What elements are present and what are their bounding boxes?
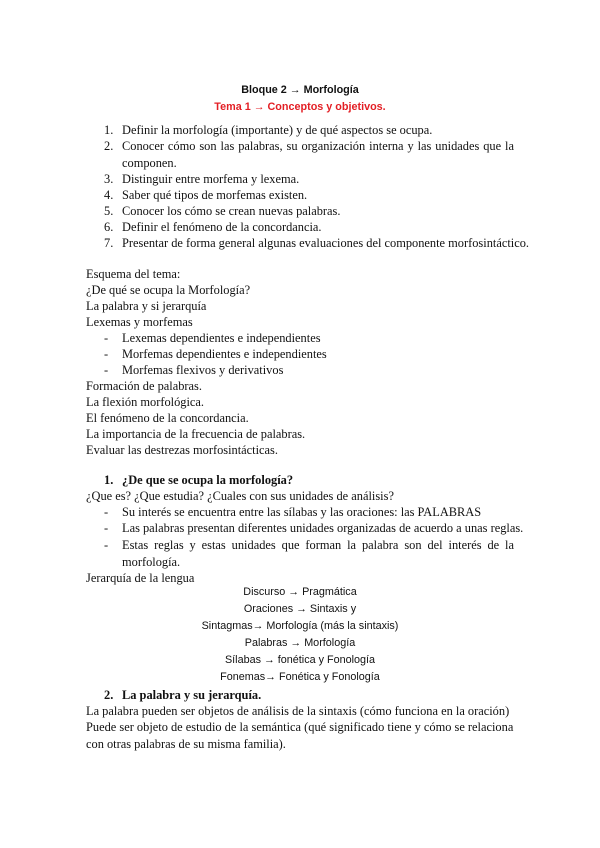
hierarchy-line: Discurso → Pragmática bbox=[243, 586, 357, 598]
list-number: 4. bbox=[104, 188, 114, 202]
block-title: Bloque 2 → Morfología bbox=[241, 84, 359, 96]
list-number: 3. bbox=[104, 172, 114, 186]
topic-title: Tema 1 → Conceptos y objetivos. bbox=[214, 101, 386, 113]
bullet-dash: - bbox=[104, 363, 109, 377]
section-bullet: Estas reglas y estas unidades que forman la palabra son del interés de la morfología. bbox=[122, 538, 514, 569]
bullet-dash: - bbox=[104, 331, 109, 345]
paragraph-line: La palabra pueden ser objetos de análisis de la sintaxis (cómo funciona en la oración) bbox=[86, 704, 510, 718]
hierarchy-line: Sílabas → fonética y Fonología bbox=[224, 654, 376, 666]
list-item: Definir el fenómeno de la concordancia. bbox=[122, 220, 322, 234]
list-number: 2. bbox=[104, 139, 114, 153]
paragraph-line: Puede ser objeto de estudio de la semántica (qué significado tiene y cómo se relaciona con otras palabras de su misma familia). bbox=[86, 720, 514, 751]
list-item: Presentar de forma general algunas evaluaciones del componente morfosintáctico. bbox=[122, 236, 530, 250]
bullet-dash: - bbox=[104, 538, 109, 552]
scheme-line: ¿De qué se ocupa la Morfología? bbox=[86, 283, 251, 297]
hierarchy-line: Palabras → Morfología bbox=[244, 637, 356, 649]
scheme-line: La importancia de la frecuencia de palabras. bbox=[86, 427, 306, 441]
scheme-line: Lexemas y morfemas bbox=[86, 315, 193, 329]
hierarchy-line: Fonemas→ Fonética y Fonología bbox=[220, 671, 380, 683]
list-item: Definir la morfología (importante) y de qué aspectos se ocupa. bbox=[122, 123, 433, 137]
bullet-dash: - bbox=[104, 505, 109, 519]
list-item: Saber qué tipos de morfemas existen. bbox=[122, 188, 308, 202]
bullet-dash: - bbox=[104, 521, 109, 535]
section-number: 1. bbox=[104, 473, 114, 487]
scheme-bullet: Lexemas dependientes e independientes bbox=[122, 331, 321, 345]
hierarchy-label: Jerarquía de la lengua bbox=[86, 571, 195, 585]
section-bullet: Las palabras presentan diferentes unidades organizadas de acuerdo a unas reglas. bbox=[122, 521, 524, 535]
scheme-line: La flexión morfológica. bbox=[86, 395, 205, 409]
hierarchy-line: Sintagmas→ Morfología (más la sintaxis) bbox=[201, 620, 399, 632]
list-number: 1. bbox=[104, 123, 114, 137]
list-number: 5. bbox=[104, 204, 114, 218]
scheme-bullet: Morfemas dependientes e independientes bbox=[122, 347, 327, 361]
list-number: 6. bbox=[104, 220, 114, 234]
section-bullet: Su interés se encuentra entre las sílabas y las oraciones: las PALABRAS bbox=[122, 505, 482, 519]
list-item: Distinguir entre morfema y lexema. bbox=[122, 172, 300, 186]
scheme-heading: Esquema del tema: bbox=[86, 267, 181, 281]
scheme-line: Evaluar las destrezas morfosintácticas. bbox=[86, 443, 278, 457]
scheme-line: El fenómeno de la concordancia. bbox=[86, 411, 249, 425]
scheme-line: Formación de palabras. bbox=[86, 379, 202, 393]
section-number: 2. bbox=[104, 688, 114, 702]
hierarchy-line: Oraciones → Sintaxis y bbox=[243, 603, 357, 615]
list-item: Conocer cómo son las palabras, su organización interna y las unidades que la componen. bbox=[122, 139, 514, 170]
section-intro: ¿Que es? ¿Que estudia? ¿Cuales con sus unidades de análisis? bbox=[86, 489, 394, 503]
list-item: Conocer los cómo se crean nuevas palabras. bbox=[122, 204, 341, 218]
section-title: La palabra y su jerarquía. bbox=[122, 688, 262, 702]
scheme-bullet: Morfemas flexivos y derivativos bbox=[122, 363, 284, 377]
scheme-line: La palabra y si jerarquía bbox=[86, 299, 207, 313]
list-number: 7. bbox=[104, 236, 114, 250]
bullet-dash: - bbox=[104, 347, 109, 361]
section-title: ¿De que se ocupa la morfología? bbox=[122, 473, 294, 487]
